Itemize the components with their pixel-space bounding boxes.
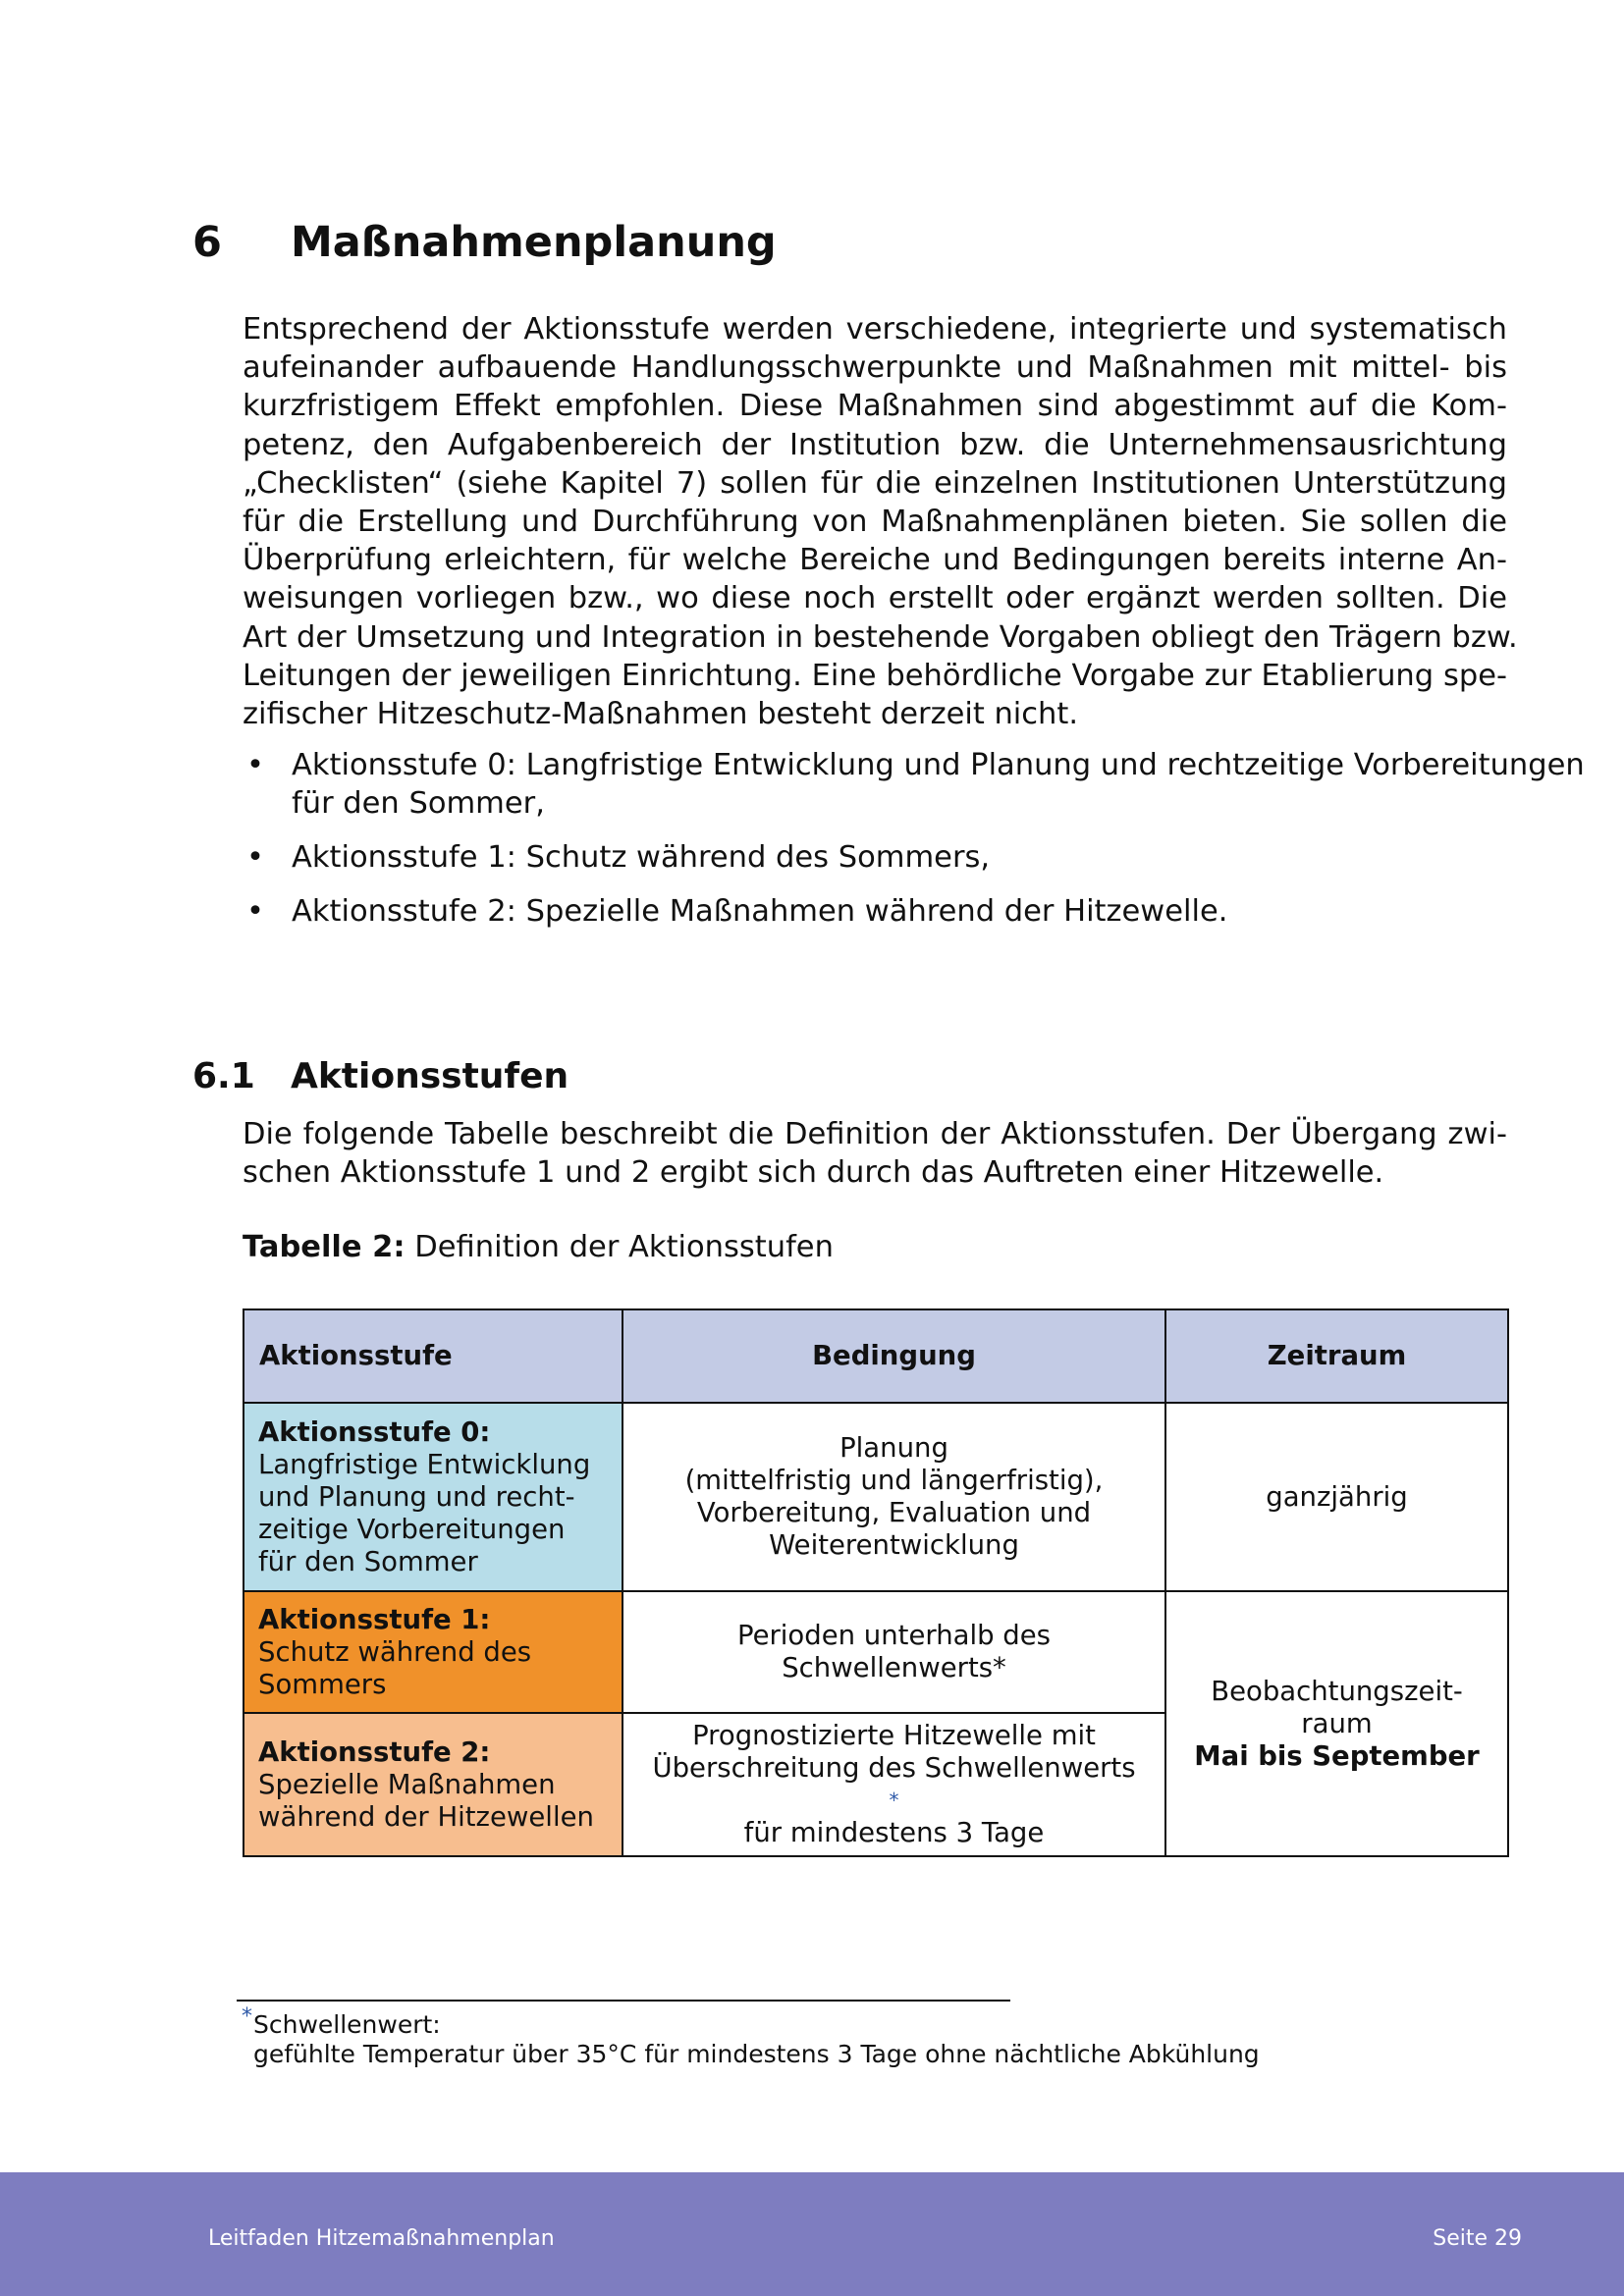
footnote-marker: * <box>242 2004 252 2029</box>
subsection-paragraph <box>243 1115 1507 1192</box>
stage-title: Aktionsstufe 2: <box>258 1735 491 1768</box>
column-header: Bedingung <box>623 1309 1165 1403</box>
paragraph-line: Entsprechend der Aktionsstufe werden verschiedene, integrierte und systematisch <box>243 312 1507 347</box>
action-stage-table <box>243 1308 1509 1857</box>
column-header: Zeitraum <box>1165 1309 1508 1403</box>
paragraph-line: Die folgende Tabelle beschreibt die Definition der Aktionsstufen. Der Übergang zwi- <box>243 1117 1507 1151</box>
column-header: Aktionsstufe <box>244 1309 623 1403</box>
page-number: Seite 29 <box>1433 2226 1522 2251</box>
paragraph-line: schen Aktionsstufe 1 und 2 ergibt sich durch das Auftreten einer Hitzewelle. <box>243 1155 1384 1191</box>
paragraph-line: aufeinander aufbauende Handlungsschwerpunkte und Maßnahmen mit mittel- bis <box>243 350 1507 386</box>
list-item: • Aktionsstufe 0: Langfristige Entwicklung und Planung und rechtzeitige Vorbereitungen für den Sommer, <box>243 746 1507 823</box>
section-heading <box>192 218 777 267</box>
period-cell: ganzjährig <box>1165 1403 1508 1591</box>
stage-cell: Aktionsstufe 2: Spezielle Maßnahmen während der Hitzewellen <box>244 1713 623 1856</box>
subsection-number: 6.1 <box>192 1056 255 1096</box>
paragraph-line: petenz, den Aufgabenbereich der Institution bzw. die Unternehmensausrichtung <box>243 427 1507 462</box>
footnote-divider <box>237 2000 1010 2002</box>
paragraph-line: weisungen vorliegen bzw., wo diese noch erstellt oder ergänzt werden sollten. Die <box>243 581 1507 616</box>
list-item: • Aktionsstufe 1: Schutz während des Sommers, <box>243 838 1507 877</box>
paragraph-line: Überprüfung erleichtern, für welche Bereiche und Bedingungen bereits interne An- <box>243 543 1507 578</box>
caption-label: Tabelle 2: <box>243 1230 406 1264</box>
section-number: 6 <box>192 218 222 267</box>
paragraph-line: kurzfristigem Effekt empfohlen. Diese Maßnahmen sind abgestimmt auf die Kom- <box>243 389 1507 424</box>
list-item: • Aktionsstufe 2: Spezielle Maßnahmen während der Hitzewelle. <box>243 892 1507 931</box>
subsection-title: Aktionsstufen <box>291 1056 569 1096</box>
condition-cell: Planung (mittelfristig und längerfristig), Vorbereitung, Evaluation und Weiterentwicklung <box>623 1403 1165 1591</box>
table-caption <box>243 1230 834 1264</box>
condition-cell: Perioden unterhalb des Schwellenwerts* <box>623 1591 1165 1713</box>
paragraph-line: Leitungen der jeweiligen Einrichtung. Eine behördliche Vorgabe zur Etablierung spe- <box>243 658 1507 693</box>
paragraph-line: Art der Umsetzung und Integration in bestehende Vorgaben obliegt den Trägern bzw. <box>243 619 1518 655</box>
paragraph-line: „Checklisten“ (siehe Kapitel 7) sollen für die einzelnen Institutionen Unterstützung <box>243 465 1507 501</box>
footnote-marker: * <box>889 1789 899 1812</box>
table-header-row <box>244 1309 1508 1403</box>
section-paragraph <box>243 310 1518 733</box>
paragraph-line: zifischer Hitzeschutz-Maßnahmen besteht derzeit nicht. <box>243 697 1079 732</box>
caption-text: Definition der Aktionsstufen <box>405 1230 834 1264</box>
stage-cell: Aktionsstufe 1: Schutz während des Sommers <box>244 1591 623 1713</box>
subsection-heading <box>192 1056 568 1096</box>
stage-title: Aktionsstufe 0: <box>258 1415 491 1448</box>
condition-cell: Prognostizierte Hitzewelle mit Überschreitung des Schwellenwerts * für mindestens 3 Tage <box>623 1713 1165 1856</box>
footer-document-title: Leitfaden Hitzemaßnahmenplan <box>208 2226 555 2251</box>
section-title: Maßnahmenplanung <box>291 218 777 267</box>
stage-title: Aktionsstufe 1: <box>258 1603 491 1635</box>
table-row <box>244 1591 1508 1713</box>
footnote: * Schwellenwert: gefühlte Temperatur über 35°C für mindestens 3 Tage ohne nächtliche Abkühlung <box>242 2004 1260 2068</box>
table-row <box>244 1403 1508 1591</box>
stage-cell: Aktionsstufe 0: Langfristige Entwicklung und Planung und recht- zeitige Vorbereitungen für den Sommer <box>244 1403 623 1591</box>
period-cell-merged: Beobachtungszeit- raum Mai bis September <box>1165 1591 1508 1856</box>
action-stage-list <box>243 746 1585 946</box>
paragraph-line: für die Erstellung und Durchführung von Maßnahmenplänen bieten. Sie sollen die <box>243 505 1507 540</box>
